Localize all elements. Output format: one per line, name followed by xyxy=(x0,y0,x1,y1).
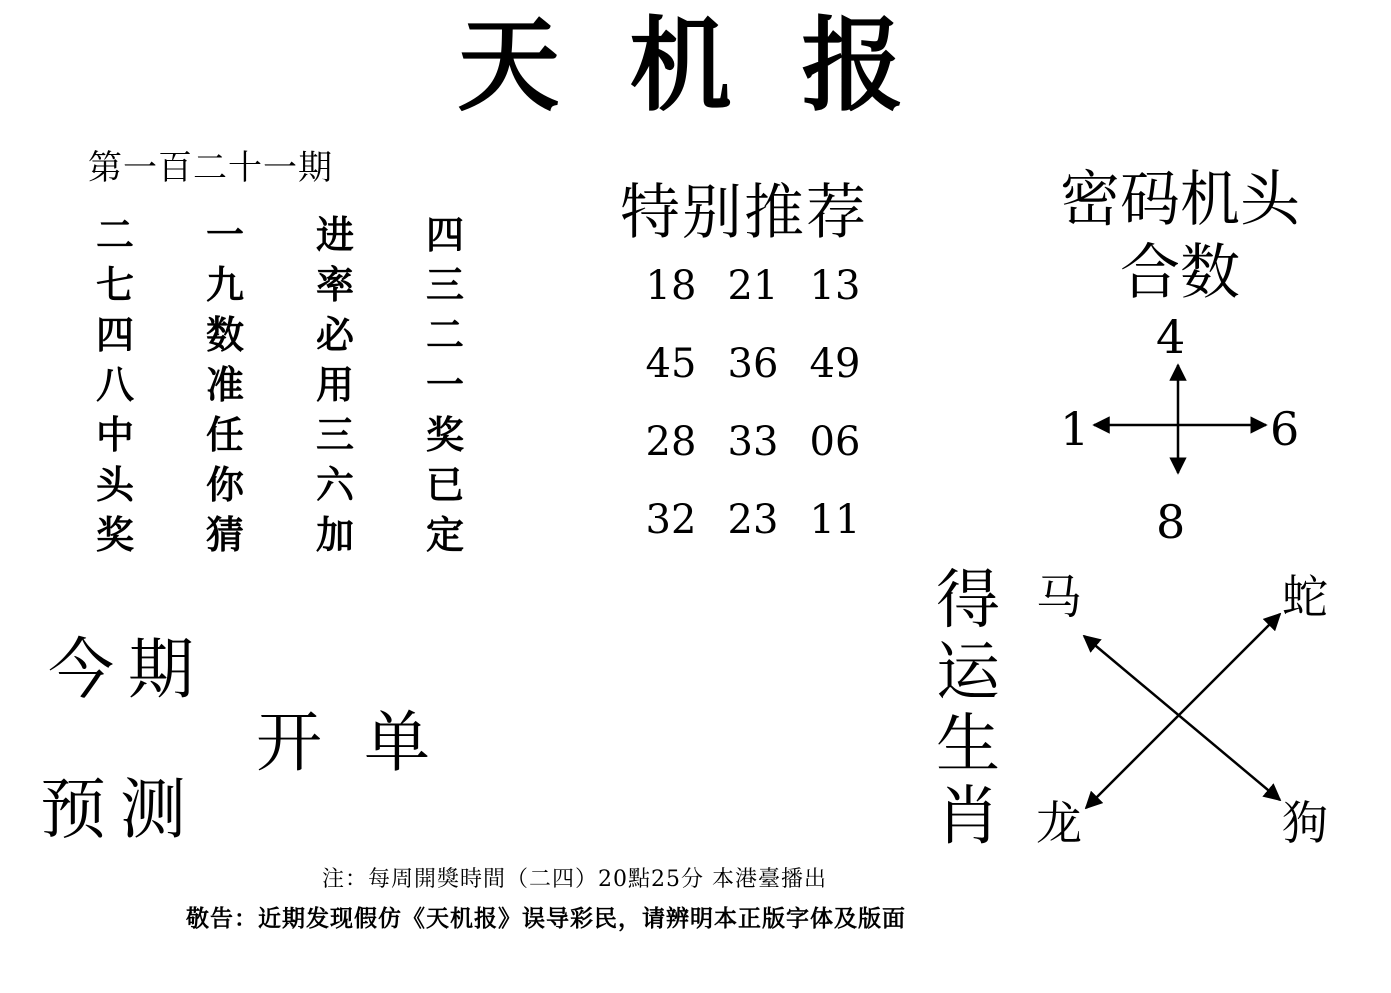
number-row xyxy=(630,492,876,570)
zodiac-title-char: 得 xyxy=(936,564,1000,638)
grid-row xyxy=(60,410,500,460)
number-cell: 33 xyxy=(727,419,779,465)
grid-cell: 一 xyxy=(205,213,244,257)
cross-arrows-icon xyxy=(1080,355,1280,505)
prediction-value-odd: 单 xyxy=(364,704,430,781)
grid-cell: 已 xyxy=(425,463,464,507)
grid-cell: 九 xyxy=(205,263,244,307)
grid-cell: 头 xyxy=(95,463,134,507)
number-cell: 11 xyxy=(809,497,861,543)
zodiac-title-char: 运 xyxy=(936,636,1000,710)
zodiac-snake: 蛇 xyxy=(1282,570,1328,624)
code-left-number: 1 xyxy=(1060,402,1090,456)
grid-row xyxy=(60,310,500,360)
grid-cell: 猜 xyxy=(205,513,244,557)
grid-cell: 六 xyxy=(315,463,354,507)
grid-cell: 必 xyxy=(315,313,354,357)
code-subtitle: 合数 xyxy=(1120,238,1240,308)
number-cell: 49 xyxy=(809,341,861,387)
grid-cell: 四 xyxy=(425,213,464,257)
number-row xyxy=(630,258,876,336)
grid-cell: 你 xyxy=(205,463,244,507)
grid-cell: 数 xyxy=(205,313,244,357)
grid-cell: 一 xyxy=(425,363,464,407)
number-cell: 45 xyxy=(645,341,697,387)
grid-cell: 奖 xyxy=(425,413,464,457)
prediction-value-open: 开 xyxy=(256,704,322,781)
page-title: 天机报 xyxy=(457,7,974,126)
grid-cell: 二 xyxy=(425,313,464,357)
grid-cell: 准 xyxy=(205,363,244,407)
diagonal-arrows-icon xyxy=(1070,600,1290,830)
number-cell: 28 xyxy=(645,419,697,465)
grid-cell: 奖 xyxy=(95,513,134,557)
grid-cell: 任 xyxy=(205,413,244,457)
zodiac-dragon: 龙 xyxy=(1036,796,1082,850)
number-row xyxy=(630,336,876,414)
grid-row xyxy=(60,360,500,410)
zodiac-dog: 狗 xyxy=(1282,796,1328,850)
code-title: 密码机头 xyxy=(1060,165,1300,235)
grid-cell: 四 xyxy=(95,313,134,357)
number-cell: 23 xyxy=(727,497,779,543)
special-title: 特别推荐 xyxy=(620,178,868,248)
grid-row xyxy=(60,210,500,260)
grid-cell: 进 xyxy=(315,213,354,257)
number-cell: 21 xyxy=(727,263,779,309)
zodiac-title-char: 生 xyxy=(936,708,1000,782)
grid-cell: 中 xyxy=(95,413,134,457)
grid-cell: 三 xyxy=(315,413,354,457)
grid-cell: 三 xyxy=(425,263,464,307)
grid-cell: 七 xyxy=(95,263,134,307)
character-grid xyxy=(60,210,500,560)
zodiac-title xyxy=(930,565,1006,853)
issue-label: 第一百二十一期 xyxy=(88,148,333,188)
grid-cell: 二 xyxy=(95,213,134,257)
grid-cell: 八 xyxy=(95,363,134,407)
prediction-label-top: 今期 xyxy=(48,631,208,708)
grid-cell: 加 xyxy=(315,513,354,557)
grid-row xyxy=(60,460,500,510)
special-numbers xyxy=(630,258,876,570)
number-row xyxy=(630,414,876,492)
grid-cell: 用 xyxy=(315,363,354,407)
number-cell: 32 xyxy=(645,497,697,543)
zodiac-horse: 马 xyxy=(1036,570,1082,624)
prediction-label-bottom: 预测 xyxy=(40,771,200,848)
grid-cell: 定 xyxy=(425,513,464,557)
footer-note: 注：每周開獎時間（二四）20點25分 本港臺播出 xyxy=(322,867,827,892)
code-top-number: 4 xyxy=(1156,310,1186,364)
code-bottom-number: 8 xyxy=(1156,495,1186,549)
grid-cell: 率 xyxy=(315,263,354,307)
grid-row xyxy=(60,260,500,310)
zodiac-title-char: 肖 xyxy=(936,780,1000,854)
number-cell: 13 xyxy=(809,263,861,309)
number-cell: 06 xyxy=(809,419,861,465)
grid-row xyxy=(60,510,500,560)
number-cell: 18 xyxy=(645,263,697,309)
number-cell: 36 xyxy=(727,341,779,387)
code-right-number: 6 xyxy=(1270,402,1300,456)
footer-warning: 敬告：近期发现假仿《天机报》误导彩民，请辨明本正版字体及版面 xyxy=(186,906,906,932)
